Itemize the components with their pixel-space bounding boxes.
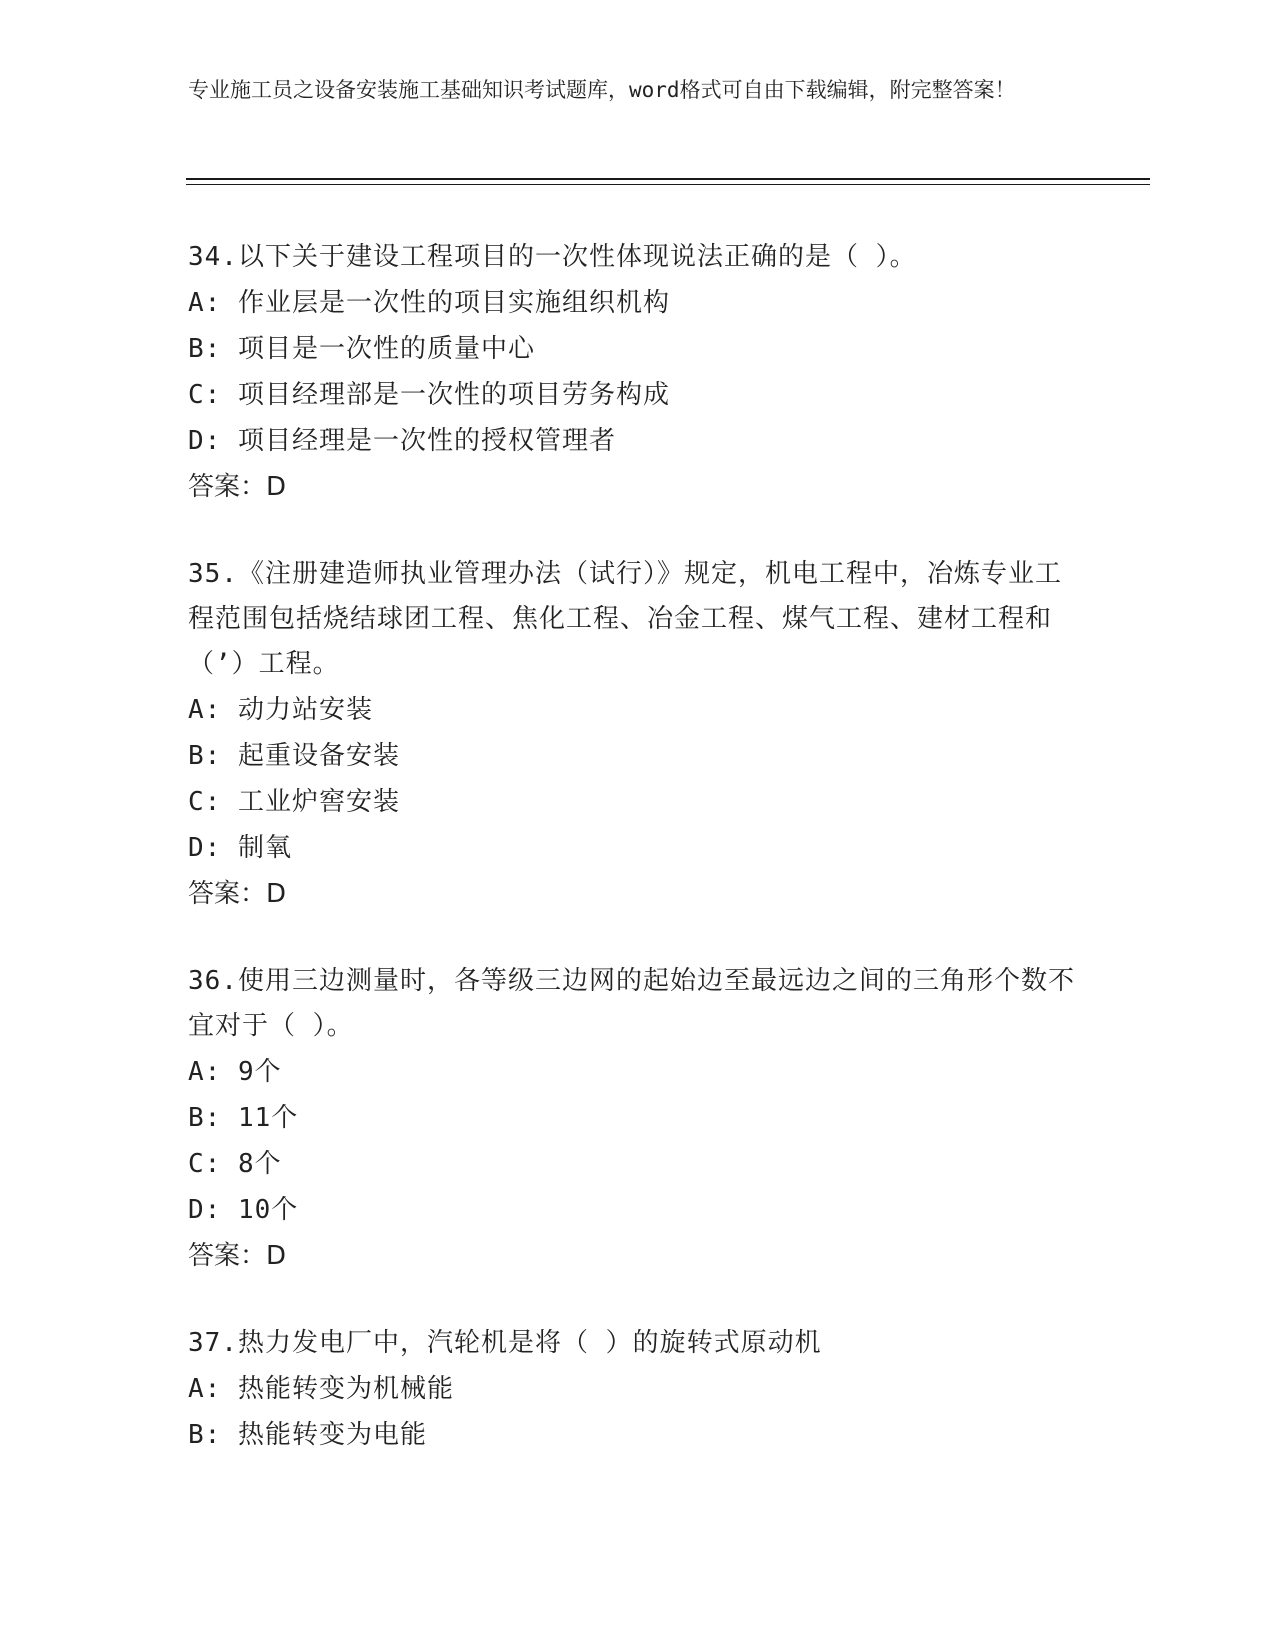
answer: 答案：D — [188, 472, 287, 502]
option-c: C: 8个 — [188, 1149, 282, 1179]
question-34 — [188, 235, 1088, 510]
document-header — [188, 72, 1068, 108]
option-b: B: 项目是一次性的质量中心 — [188, 334, 535, 364]
header-divider-thin — [186, 184, 1150, 185]
question-37 — [188, 1321, 1088, 1458]
option-d: D: 制氧 — [188, 833, 292, 863]
document-title: 专业施工员之设备安装施工基础知识考试题库，word格式可自由下载编辑，附完整答案！ — [188, 78, 1016, 102]
option-b: B: 11个 — [188, 1103, 299, 1133]
answer: 答案：D — [188, 879, 287, 909]
question-text: 37.热力发电厂中，汽轮机是将（ ）的旋转式原动机 — [188, 1328, 822, 1358]
option-b: B: 热能转变为电能 — [188, 1420, 427, 1450]
option-c: C: 项目经理部是一次性的项目劳务构成 — [188, 380, 670, 410]
option-d: D: 10个 — [188, 1195, 299, 1225]
question-35 — [188, 552, 1088, 917]
header-divider-thick — [186, 178, 1150, 180]
question-36 — [188, 959, 1088, 1279]
option-a: A: 动力站安装 — [188, 695, 373, 725]
question-text: 36.使用三边测量时，各等级三边网的起始边至最远边之间的三角形个数不宜对于（ ）。 — [188, 966, 1075, 1041]
option-a: A: 9个 — [188, 1057, 282, 1087]
question-text: 35.《注册建造师执业管理办法（试行）》规定，机电工程中，冶炼专业工程范围包括烧结球团工程、焦化工程、冶金工程、煤气工程、建材工程和（’）工程。 — [188, 559, 1062, 679]
option-b: B: 起重设备安装 — [188, 741, 400, 771]
option-d: D: 项目经理是一次性的授权管理者 — [188, 426, 616, 456]
answer: 答案：D — [188, 1241, 287, 1271]
question-list — [188, 235, 1088, 1500]
option-a: A: 热能转变为机械能 — [188, 1374, 454, 1404]
question-text: 34.以下关于建设工程项目的一次性体现说法正确的是（ ）。 — [188, 242, 917, 272]
option-a: A: 作业层是一次性的项目实施组织机构 — [188, 288, 670, 318]
option-c: C: 工业炉窖安装 — [188, 787, 400, 817]
